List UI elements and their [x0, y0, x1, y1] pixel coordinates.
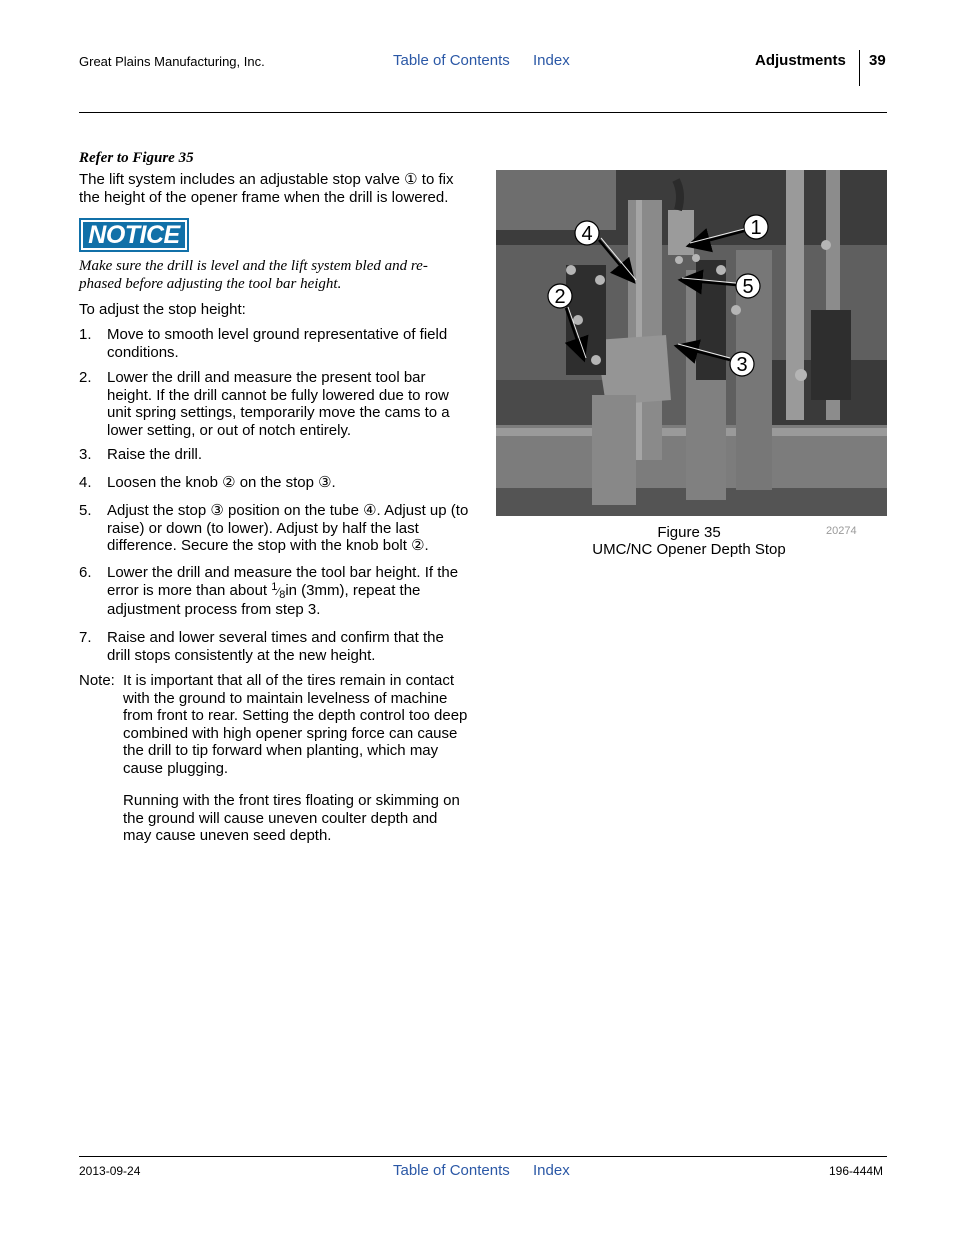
callout-4: 4 — [581, 223, 593, 245]
footer-rule — [79, 1156, 887, 1157]
page-number: 39 — [869, 52, 886, 69]
step-text: Raise the drill. — [107, 446, 203, 463]
step-text: Raise and lower several times and confirm that the drill stops consistently at the new height. — [107, 629, 444, 664]
step-text-before: Lower the drill and measure the tool bar height. If the error is more than about — [107, 564, 459, 599]
figure-number: Figure 35 — [657, 524, 721, 541]
step-number: 6. — [79, 564, 92, 581]
step-text: Move to smooth level ground representative of field conditions. — [107, 326, 448, 361]
procedure-intro: To adjust the stop height: — [79, 301, 246, 318]
step-text: Lower the drill and measure the present tool bar height. If the drill cannot be fully lowered due to row unit spring settings, temporarily move the cams to a lower setting, or out of notch entirely. — [107, 369, 450, 439]
step-number: 1. — [79, 326, 92, 343]
step-number: 2. — [79, 369, 92, 386]
figure-id: 20274 — [826, 525, 857, 537]
header-divider — [859, 50, 860, 86]
header-toc-link[interactable]: Table of Contents — [393, 52, 510, 69]
callout-1: 1 — [750, 217, 762, 239]
opener-depth-stop-photo — [496, 170, 887, 516]
callout-2: 2 — [554, 286, 566, 308]
fraction-slash: ⁄ — [277, 585, 280, 598]
header-index-link[interactable]: Index — [533, 52, 570, 69]
figure-title: UMC/NC Opener Depth Stop — [592, 541, 786, 558]
step-number: 4. — [79, 474, 92, 491]
callout-3: 3 — [736, 354, 748, 376]
section-title: Adjustments — [755, 52, 846, 69]
header-rule — [79, 112, 887, 113]
footer-date: 2013-09-24 — [79, 1164, 141, 1178]
fraction-numerator: 1 — [271, 580, 278, 593]
callout-5: 5 — [742, 276, 754, 298]
figure-reference: Refer to Figure 35 — [79, 150, 194, 166]
footer-doc-number: 196-444M — [829, 1164, 884, 1178]
step-text: Loosen the knob ② on the stop ③. — [107, 474, 336, 491]
step-number: 5. — [79, 502, 92, 519]
step-text-after: in (3mm), repeat the adjustment process from step 3. — [107, 581, 421, 618]
footer-toc-link[interactable]: Table of Contents — [393, 1162, 510, 1179]
notice-label: NOTICE — [83, 222, 185, 248]
notice-text: Make sure the drill is level and the lift system bled and re-phased before adjusting the tool bar height. — [79, 258, 428, 292]
company-name: Great Plains Manufacturing, Inc. — [79, 54, 265, 69]
step-text: Adjust the stop ③ position on the tube ④. Adjust up (to raise) or down (to lower). Adjust by half the last difference. Secure the stop with the knob bolt ②. — [107, 502, 469, 554]
notice-badge — [79, 218, 189, 252]
step-number: 3. — [79, 446, 92, 463]
footer-index-link[interactable]: Index — [533, 1162, 570, 1179]
note-label: Note: — [79, 672, 115, 689]
fraction-denominator: 8 — [279, 588, 286, 601]
step-number: 7. — [79, 629, 92, 646]
note-paragraph: Running with the front tires floating or skimming on the ground will cause uneven coulter depth and may cause uneven seed depth. — [123, 792, 460, 844]
note-paragraph: It is important that all of the tires remain in contact with the ground to maintain levelness of machine from front to rear. Setting the depth control too deep combined with high opener spring force can cause the drill to tip forward when planting, which may cause plugging. — [123, 672, 468, 777]
step-text — [107, 564, 469, 619]
intro-paragraph: The lift system includes an adjustable stop valve ① to fix the height of the opener frame when the drill is lowered. — [79, 171, 454, 206]
